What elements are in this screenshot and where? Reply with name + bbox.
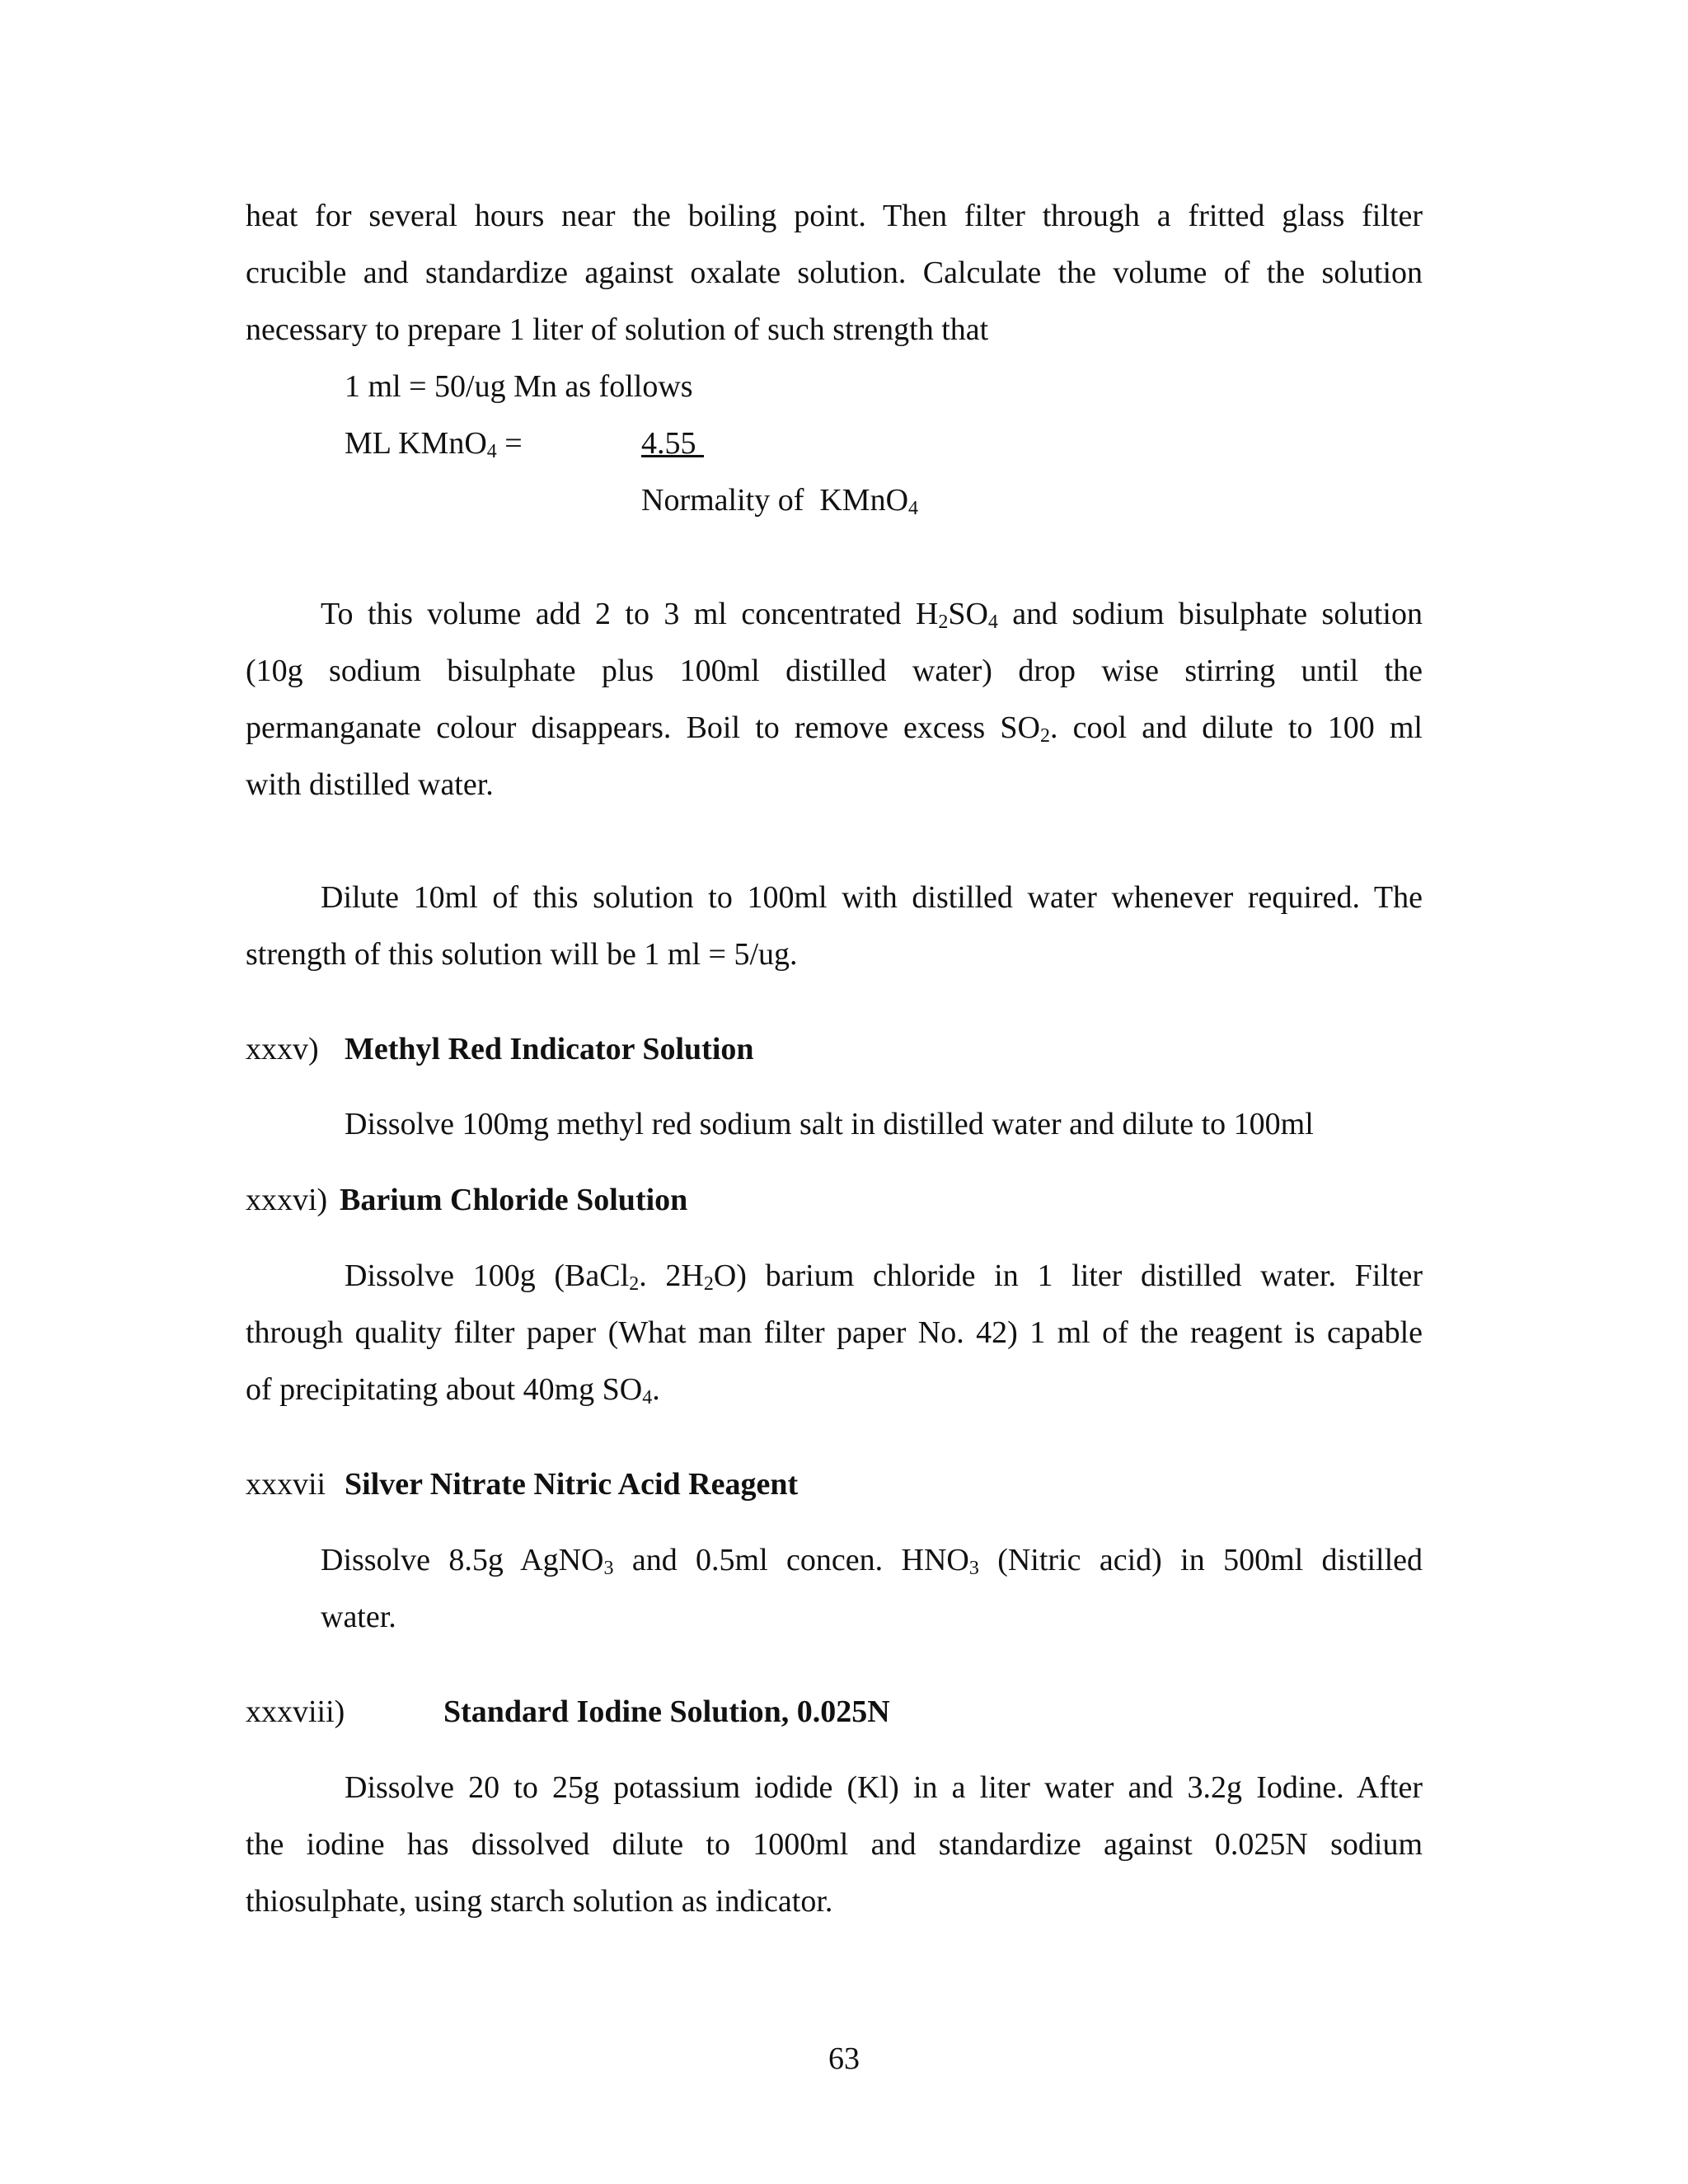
text-line: of precipitating about 40mg $SO_4$.	[246, 1372, 660, 1408]
section-number: xxxvi)	[246, 1183, 328, 1217]
text-line: thiosulphate, using starch solution as indicator.	[246, 1884, 833, 1919]
text-line: heat for several hours near the boiling point. Then filter through a fritted glass filter	[246, 199, 1423, 233]
intro-last-line: necessary to prepare 1 liter of solution of such strength that	[246, 312, 989, 347]
text-line: through quality filter paper (What man filter paper No. 42) 1 ml of the reagent is capable	[246, 1315, 1423, 1350]
intro-paragraph	[246, 188, 1423, 302]
text-line: with distilled water.	[246, 767, 494, 802]
text-line: Dissolve 100g (BaCl$_2$. $2H_2O$) barium chloride in 1 liter distilled water. Filter	[345, 1258, 1423, 1295]
section-text	[246, 1248, 1423, 1418]
text-line: permanganate colour disappears. Boil to remove excess $SO_2$. cool and dilute to 100 ml	[246, 710, 1423, 747]
formula-lhs: ML KMnO$_4$ =	[345, 426, 523, 462]
section-text	[321, 1532, 1423, 1646]
text-line: Dissolve 20 to 25g potassium iodide (Kl) in a liter water and 3.2g Iodine. After	[345, 1770, 1423, 1805]
formula-line: 1 ml = 50/ug Mn as follows	[345, 369, 693, 404]
text-line: (10g sodium bisulphate plus 100ml distilled water) drop wise stirring until the	[246, 654, 1423, 688]
page-number: 63	[828, 2041, 860, 2076]
text-line: the iodine has dissolved dilute to 1000ml and standardize against 0.025N sodium	[246, 1827, 1423, 1862]
text-line: Dilute 10ml of this solution to 100ml with distilled water whenever required. The	[321, 880, 1423, 915]
section-text: Dissolve 100mg methyl red sodium salt in distilled water and dilute to 100ml	[345, 1107, 1314, 1141]
section-text	[246, 1760, 1423, 1930]
paragraph-h2so4	[246, 586, 1423, 813]
section-title: Barium Chloride Solution	[340, 1183, 688, 1217]
text-line: water.	[321, 1600, 396, 1634]
formula-denominator: Normality of KMnO$_4$	[641, 483, 919, 519]
section-title: Standard Iodine Solution, 0.025N	[443, 1694, 890, 1729]
text-line: strength of this solution will be 1 ml = 5/ug.	[246, 937, 798, 972]
section-number: xxxviii)	[246, 1694, 345, 1729]
section-number: xxxv)	[246, 1032, 319, 1066]
formula-numerator: 4.55	[641, 426, 704, 461]
text-line: Dissolve 8.5g AgNO$_3$ and 0.5ml concen. $HNO_3$ (Nitric acid) in 500ml distilled	[321, 1543, 1423, 1579]
section-title: Silver Nitrate Nitric Acid Reagent	[345, 1467, 799, 1502]
paragraph-dilute	[246, 869, 1423, 983]
text-line: crucible and standardize against oxalate solution. Calculate the volume of the solution	[246, 255, 1423, 290]
section-number: xxxvii	[246, 1467, 326, 1502]
text-line: To this volume add 2 to 3 ml concentrated $H_2SO_4$ and sodium bisulphate solution	[321, 597, 1423, 633]
section-title: Methyl Red Indicator Solution	[345, 1032, 754, 1066]
